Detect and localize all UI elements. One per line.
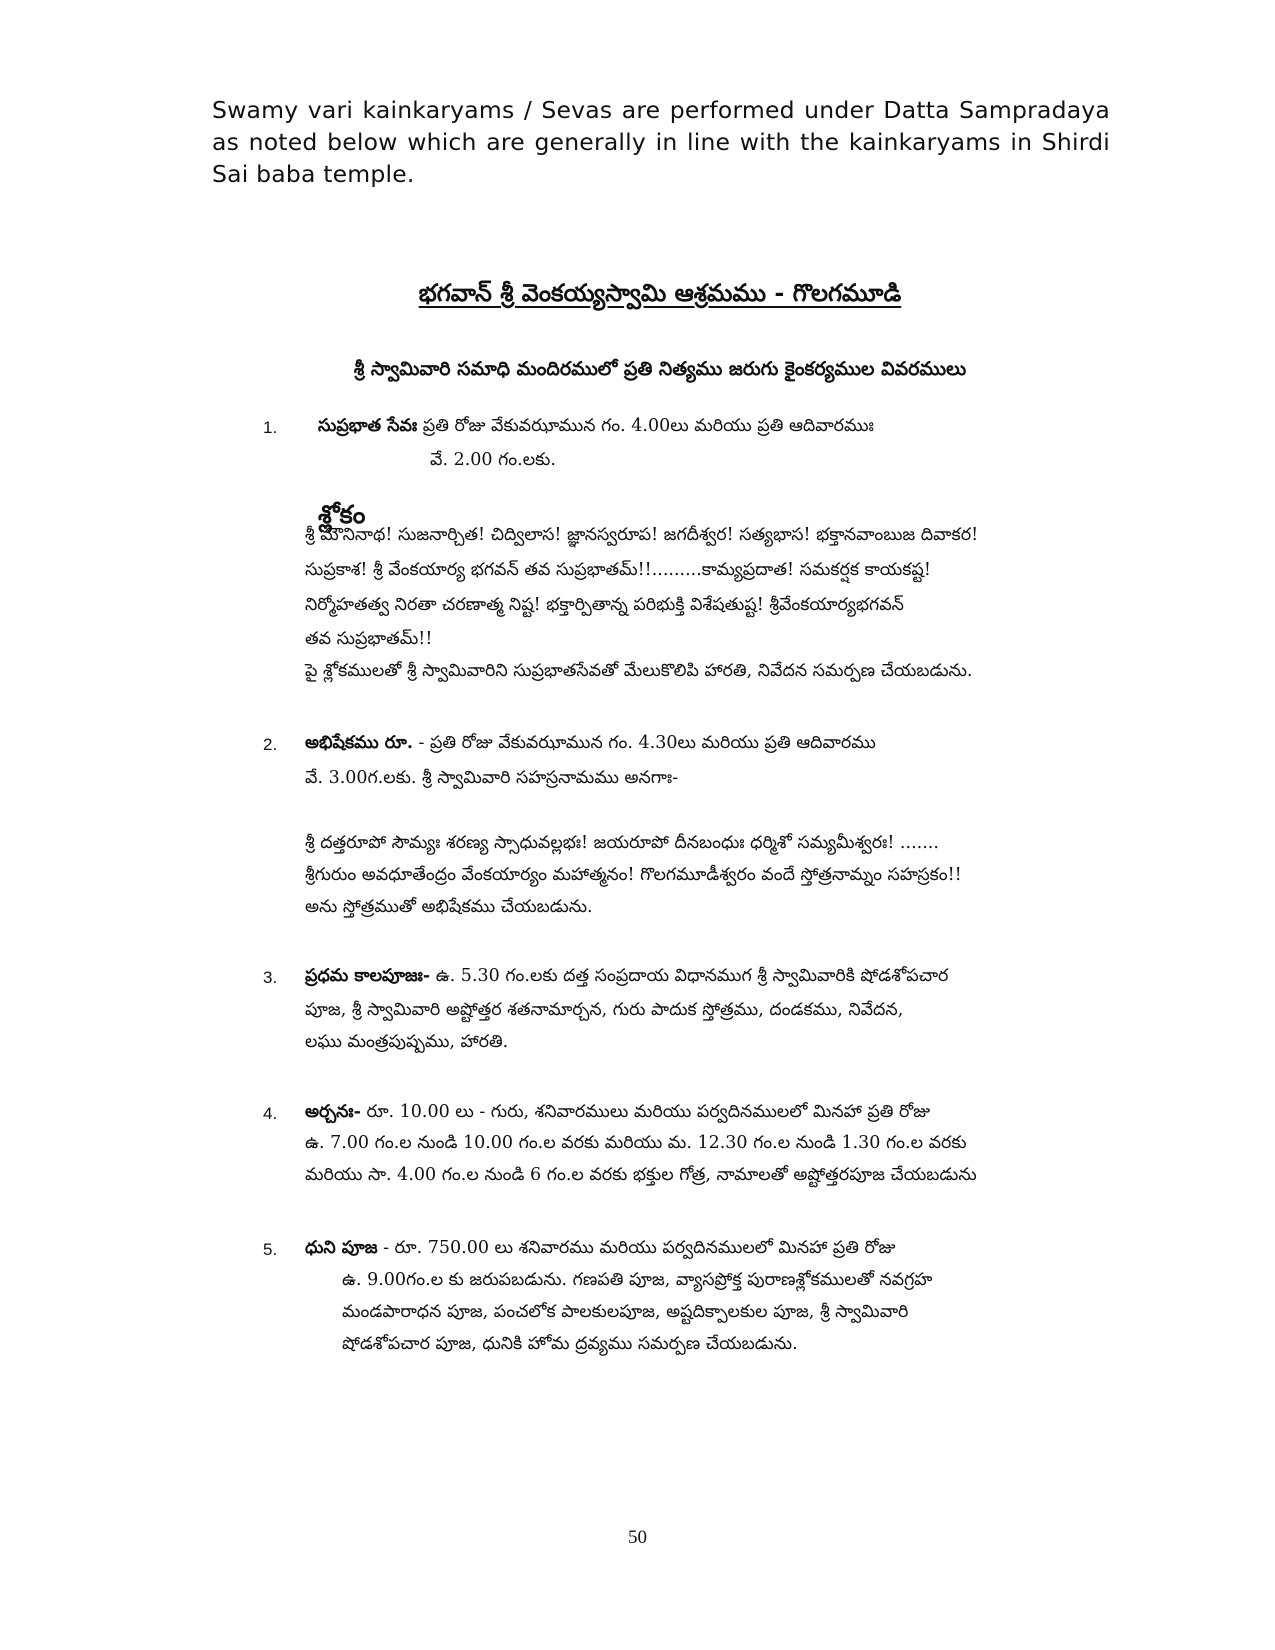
item-3-heading: ప్రధమ కాలపూజః-	[305, 966, 431, 986]
sloka-heading: శ్లోకం	[318, 500, 366, 529]
item-5-line-3: మండపారాధన పూజ, పంచలోక పాలకులపూజ, అష్టదిక్పాలకుల పూజ, శ్రీ స్వామివారి	[342, 1302, 909, 1322]
page-number: 50	[628, 1527, 647, 1548]
item-2-line-3: శ్రీ దత్తరూపో సౌమ్యః శరణ్య స్సాధువల్లభః! జయరూపో దీనబంధుః ధర్మిశో సమ్యమీశ్వరః! .......	[305, 833, 939, 853]
sloka-line: శ్రీ మౌనినాథ! సుజనార్చిత! చిద్విలాస! జ్ఞానస్వరూప! జగదీశ్వర! సత్యభాస! భక్తానవాంబుజ దివాకర!	[305, 525, 979, 545]
item-2-line-2: వే. 3.00గ.లకు. శ్రీ స్వామివారి సహస్రనామము అనగాః-	[305, 768, 679, 788]
item-4-text: రూ. 10.00 లు - గురు, శనివారములు మరియు పర్వదినములలో మినహా ప్రతి రోజు	[366, 1102, 931, 1122]
item-5-line-4: షోడశోపచార పూజ, ధునికి హోమ ద్రవ్యము సమర్పణ చేయబడును.	[342, 1334, 798, 1354]
item-4-line-2: ఉ. 7.00 గం.ల నుండి 10.00 గం.ల వరకు మరియు మ. 12.30 గం.ల నుండి 1.30 గం.ల వరకు	[305, 1133, 967, 1153]
item-1-heading: సుప్రభాత సేవః	[318, 416, 418, 436]
item-4-line-1	[305, 1100, 930, 1124]
item-3-number: 3.	[263, 968, 278, 987]
item-1-line-1	[318, 414, 874, 438]
sloka-line: పై శ్లోకములతో శ్రీ స్వామివారిని సుప్రభాతసేవతో మేలుకొలిపి హారతి, నివేదన సమర్పణ చేయబడును.	[305, 661, 973, 681]
ashram-title: భగవాన్ శ్రీ వెంకయ్యస్వామి ఆశ్రమము - గొలగమూడి	[418, 278, 902, 307]
item-3-line-2: పూజ, శ్రీ స్వామివారి అష్టోత్తర శతనామార్చన, గురు పాదుక స్తోత్రము, దండకము, నివేదన,	[305, 1000, 904, 1020]
item-2-number: 2.	[263, 735, 278, 754]
item-5-line-1	[305, 1236, 896, 1260]
item-2-heading: అభిషేకము రూ.	[305, 733, 413, 753]
item-5-number: 5.	[263, 1240, 278, 1259]
kainkaryam-subtitle: శ్రీ స్వామివారి సమాధి మందిరములో ప్రతి నిత్యము జరుగు కైంకర్యముల వివరములు	[353, 358, 967, 380]
item-1-line-2: వే. 2.00 గం.లకు.	[430, 450, 556, 470]
item-5-line-2: ఉ. 9.00గం.ల కు జరుపబడును. గణపతి పూజ, వ్యాసప్రోక్త పురాణశ్లోకములతో నవగ్రహ	[342, 1270, 933, 1290]
item-4-heading: అర్చనః-	[305, 1102, 361, 1122]
item-1-text: ప్రతి రోజు వేకువఝామున గం. 4.00లు మరియు ప్రతి ఆదివారముః	[422, 416, 874, 436]
item-5-text: - రూ. 750.00 లు శనివారము మరియు పర్వదినములలో మినహా ప్రతి రోజు	[383, 1238, 896, 1258]
item-2-line-5: అను స్తోత్రముతో అభిషేకము చేయబడును.	[305, 897, 593, 917]
item-2-text: - ప్రతి రోజు వేకువఝామున గం. 4.30లు మరియు ప్రతి ఆదివారము	[418, 733, 876, 753]
item-4-line-3: మరియు సా. 4.00 గం.ల నుండి 6 గం.ల వరకు భక్తుల గోత్ర, నామాలతో అష్టోత్తరపూజ చేయబడును	[305, 1165, 977, 1185]
item-5-heading: ధుని పూజ	[305, 1238, 378, 1258]
item-2-line-1	[305, 731, 876, 755]
item-3-text: ఉ. 5.30 గం.లకు దత్త సంప్రదాయ విధానముగ శ్రీ స్వామివారికి షోడశోపచార	[435, 966, 949, 986]
sloka-line: తవ సుప్రభాతమ్!!	[305, 629, 433, 649]
sloka-line: నిర్మోహతత్వ నిరతా చరణాత్మ నిష్ట! భక్తార్పితాన్న పరిభుక్తి విశేషతుష్ట! శ్రీవేంకయార్యభగవన్	[305, 595, 904, 615]
item-1-number: 1.	[263, 418, 278, 437]
item-3-line-1	[305, 964, 948, 988]
item-3-line-3: లఘు మంత్రపుష్పము, హారతి.	[305, 1032, 509, 1052]
item-4-number: 4.	[263, 1104, 278, 1123]
intro-paragraph: Swamy vari kainkaryams / Sevas are performed under Datta Sampradaya as noted below which are generally in line with the kainkaryams in Shirdi Sai baba temple.	[212, 96, 1110, 188]
item-2-line-4: శ్రీగురుం అవధూతేంద్రం వేంకయార్యం మహాత్మనం! గొలగమూడీశ్వరం వందే స్తోత్రనామ్నం సహస్రకం!!	[305, 865, 962, 885]
sloka-line: సుప్రకాశ! శ్రీ వేంకయార్య భగవన్ తవ సుప్రభాతమ్!!.........కామ్యప్రదాత! సమకర్షక కాయకష్ట!	[305, 560, 931, 580]
